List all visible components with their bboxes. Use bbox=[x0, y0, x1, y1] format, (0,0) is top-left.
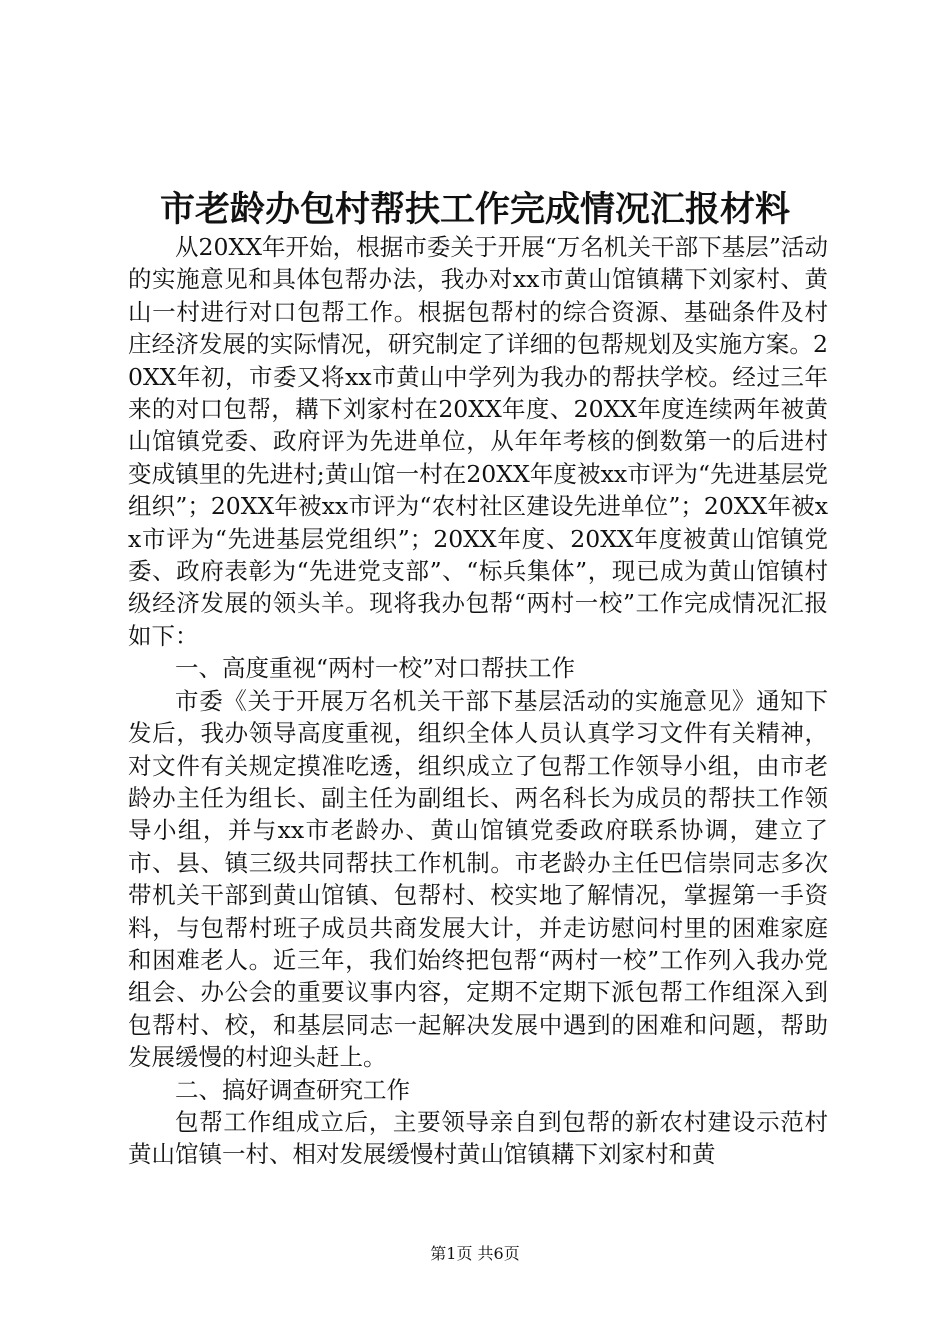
section-heading-1: 一、高度重视“两村一校”对口帮扶工作 bbox=[175, 654, 576, 683]
document-title: 市老龄办包村帮扶工作完成情况汇报材料 bbox=[159, 189, 790, 230]
document-body bbox=[128, 231, 828, 1171]
page-number-footer: 第1页 共6页 bbox=[430, 1244, 520, 1263]
section-heading-2: 二、搞好调查研究工作 bbox=[175, 1075, 410, 1104]
paragraph-section-2: 包帮工作组成立后，主要领导亲自到包帮的新农村建设示范村黄山馆镇一村、相对发展缓慢村黄山馆镇耩下刘家村和黄 bbox=[128, 1107, 828, 1169]
paragraph-section-1: 市委《关于开展万名机关干部下基层活动的实施意见》通知下发后，我办领导高度重视，组织全体人员认真学习文件有关精神，对文件有关规定摸准吃透，组织成立了包帮工作领导小组，由市老龄办主任为组长、副主任为副组长、两名科长为成员的帮扶工作领导小组，并与xx市老龄办、黄山馆镇党委政府联系协调，建立了市、县、镇三级共同帮扶工作机制。市老龄办主任巴信崇同志多次带机关干部到黄山馆镇、包帮村、校实地了解情况，掌握第一手资料，与包帮村班子成员共商发展大计，并走访慰问村里的困难家庭和困难老人。近三年，我们始终把包帮“两村一校”工作列入我办党组会、办公会的重要议事内容，定期不定期下派包帮工作组深入到包帮村、校，和基层同志一起解决发展中遇到的困难和问题，帮助发展缓慢的村迎头赶上。 bbox=[128, 686, 828, 1072]
paragraph-intro: 从20XX年开始，根据市委关于开展“万名机关干部下基层”活动的实施意见和具体包帮办法，我办对xx市黄山馆镇耩下刘家村、黄山一村进行对口包帮工作。根据包帮村的综合资源、基础条件及村庄经济发展的实际情况，研究制定了详细的包帮规划及实施方案。20XX年初，市委又将xx市黄山中学列为我办的帮扶学校。经过三年来的对口包帮，耩下刘家村在20XX年度、20XX年度连续两年被黄山馆镇党委、政府评为先进单位，从年年考核的倒数第一的后进村变成镇里的先进村;黄山馆一村在20XX年度被xx市评为“先进基层党组织”；20XX年被xx市评为“农村社区建设先进单位”；20XX年被xx市评为“先进基层党组织”；20XX年度、20XX年度被黄山馆镇党委、政府表彰为“先进党支部”、“标兵集体”，现已成为黄山馆镇村级经济发展的领头羊。现将我办包帮“两村一校”工作完成情况汇报如下： bbox=[128, 233, 828, 650]
